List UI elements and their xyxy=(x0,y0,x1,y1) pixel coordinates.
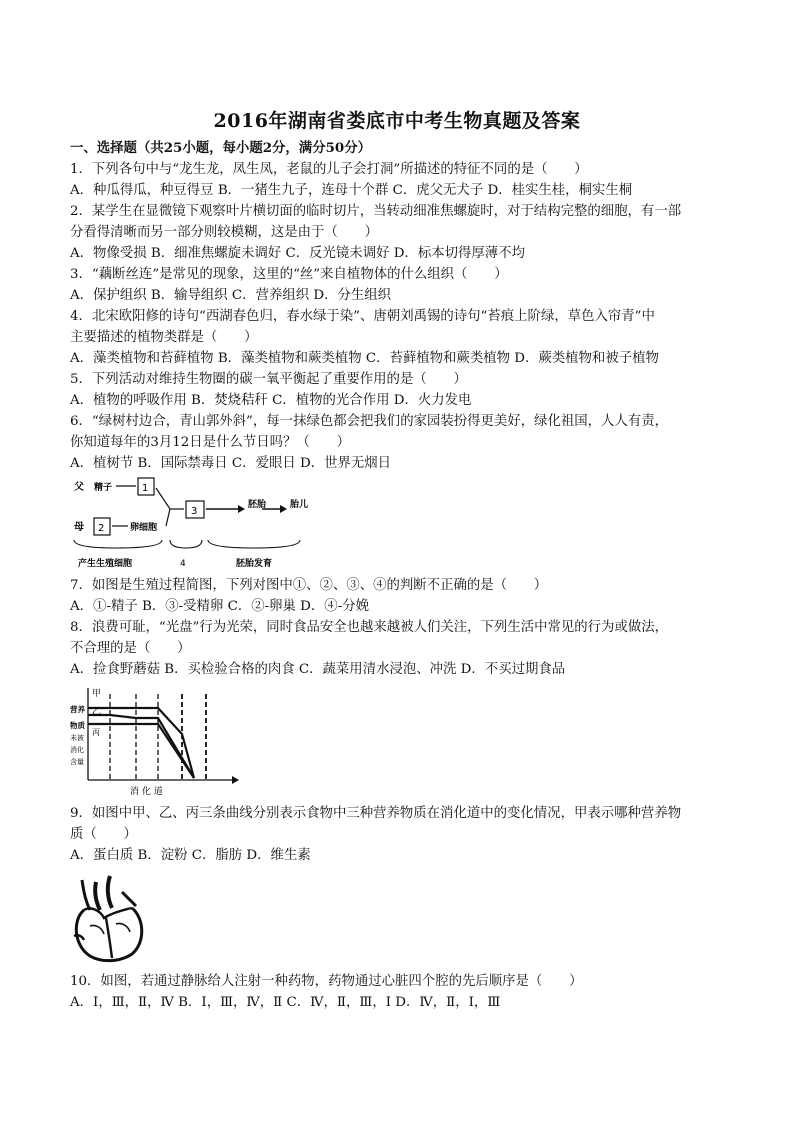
diagram-mother-label: 母 xyxy=(74,522,84,533)
diagram-box-3-label: 3 xyxy=(191,506,198,517)
question-7-stem: 7．如图是生殖过程简图，下列对图中①、②、③、④的判断不正确的是（ ） xyxy=(70,578,548,593)
question-5-options: A．植物的呼吸作用 B．焚烧秸秆 C．植物的光合作用 D．火力发电 xyxy=(70,393,472,408)
question-4-options: A．藻类植物和苔藓植物 B．藻类植物和蕨类植物 C．苔藓植物和蕨类植物 D．蕨类植物和被子植物 xyxy=(70,351,659,366)
digestion-curve-figure xyxy=(70,684,240,800)
question-10-options: A．Ⅰ，Ⅲ，Ⅱ，Ⅳ B．Ⅰ，Ⅲ，Ⅳ，Ⅱ C．Ⅳ，Ⅱ，Ⅲ，Ⅰ D．Ⅳ，Ⅱ，Ⅰ，Ⅲ xyxy=(70,995,501,1010)
vessel-pulmonary-vein xyxy=(122,892,136,906)
question-7-options: A．①-精子 B．③-受精卵 C．②-卵巢 D．④-分娩 xyxy=(70,599,369,614)
question-1-stem: 1．下列各句中与“龙生龙，凤生凤，老鼠的儿子会打洞”所描述的特征不同的是（ ） xyxy=(70,162,588,177)
question-8-stem-line2: 不合理的是（ ） xyxy=(70,641,191,656)
diagram-sperm-label: 精子 xyxy=(94,483,113,493)
section-header: 一、选择题（共25小题，每小题2分，满分50分） xyxy=(70,140,372,156)
diagram-embryo-label: 胚胎 xyxy=(248,500,267,510)
x-axis-label: 消 化 道 xyxy=(130,787,163,797)
diagram-brace-left xyxy=(74,540,162,548)
question-9-stem-line2: 质（ ） xyxy=(70,827,137,842)
question-10-stem: 10．如图，若通过静脉给人注射一种药物，药物通过心脏四个腔的先后顺序是（ ） xyxy=(70,974,583,989)
diagram-brace-mid xyxy=(170,540,202,548)
y-label-1: 营养 xyxy=(70,705,85,714)
septum xyxy=(106,918,112,958)
diagram-arrowhead-1 xyxy=(238,505,245,513)
curve-label-yi: 乙 xyxy=(92,707,102,717)
curve-label-jia: 甲 xyxy=(92,689,102,699)
diagram-arrowhead-2 xyxy=(280,505,287,513)
vessel-vena-cava xyxy=(82,880,90,910)
y-label-4: 消化 xyxy=(70,746,84,754)
question-9-options: A．蛋白质 B．淀粉 C．脂肪 D．维生素 xyxy=(70,848,311,863)
diagram-box-2-label: 2 xyxy=(98,523,105,534)
diagram-fetus-label: 胎儿 xyxy=(290,500,309,510)
question-3-stem: 3．“藕断丝连”是常见的现象，这里的“丝”来自植物体的什么组织（ ） xyxy=(70,267,508,282)
question-6-options: A．植树节 B．国际禁毒日 C．爱眼日 D．世界无烟日 xyxy=(70,456,392,471)
y-label-2: 物质 xyxy=(70,721,85,730)
question-5-stem: 5．下列活动对维持生物圈的碳一氧平衡起了重要作用的是（ ） xyxy=(70,372,467,387)
reproduction-diagram xyxy=(70,476,310,572)
question-2-stem-line2: 分看得清晰而另一部分则较模糊，这是由于（ ） xyxy=(70,225,378,240)
question-2-stem-line1: 2．某学生在显微镜下观察叶片横切面的临时切片，当转动细准焦螺旋时，对于结构完整的细胞，有一部 xyxy=(70,204,682,219)
question-2-options: A．物像受损 B．细准焦螺旋未调好 C．反光镜未调好 D．标本切得厚薄不均 xyxy=(70,246,525,261)
question-4-stem-line1: 4．北宋欧阳修的诗句“西湖春色归，春水绿于染”、唐朝刘禹锡的诗句“苔痕上阶绿，草色入帘青”中 xyxy=(70,309,655,324)
question-8-stem-line1: 8．浪费可耻，“光盘”行为光荣，同时食品安全也越来越被人们关注，下列生活中常见的行为或做法， xyxy=(70,620,669,635)
question-9-stem-line1: 9．如图中甲、乙、丙三条曲线分别表示食物中三种营养物质在消化道中的变化情况，甲表示哪种营养物 xyxy=(70,806,682,821)
x-axis-arrowhead xyxy=(232,776,239,784)
question-6-stem-line2: 你知道每年的3月12日是什么节日吗？（ ） xyxy=(70,435,350,450)
question-8-options: A．捡食野蘑菇 B．买检验合格的肉食 C．蔬菜用清水浸泡、冲洗 D．不买过期食品 xyxy=(70,662,566,677)
diagram-box-1-label: 1 xyxy=(142,483,149,494)
curve-label-bing: 丙 xyxy=(92,728,100,737)
valve-right xyxy=(90,925,104,934)
diagram-label-development: 胚胎发育 xyxy=(236,559,273,569)
vessel-pulmonary xyxy=(108,876,112,908)
question-6-stem-line1: 6．“绿树村边合，青山郭外斜”，每一抹绿色都会把我们的家园装扮得更美好，绿化祖国，人人有责， xyxy=(70,414,669,429)
diagram-label-4: 4 xyxy=(180,559,186,569)
valve-left xyxy=(116,923,130,932)
vessel-aorta xyxy=(95,882,100,910)
atria-boundary xyxy=(84,908,132,918)
heart-diagram xyxy=(70,870,150,964)
diagram-father-label: 父 xyxy=(74,482,84,493)
diagram-join-line xyxy=(156,488,170,526)
diagram-brace-right xyxy=(208,540,300,548)
question-3-options: A．保护组织 B．输导组织 C．营养组织 D．分生组织 xyxy=(70,288,392,303)
diagram-label-gametes: 产生生殖细胞 xyxy=(78,559,133,569)
y-label-5: 含量 xyxy=(70,758,84,766)
question-4-stem-line2: 主要描述的植物类群是（ ） xyxy=(70,330,258,345)
diagram-egg-label: 卵细胞 xyxy=(130,523,158,533)
page-title: 2016年湖南省娄底市中考生物真题及答案 xyxy=(213,110,581,132)
y-label-3: 未被 xyxy=(70,734,84,742)
question-1-options: A．种瓜得瓜，种豆得豆 B．一猪生九子，连母十个群 C．虎父无犬子 D．桂实生桂，桐实生桐 xyxy=(70,183,633,198)
